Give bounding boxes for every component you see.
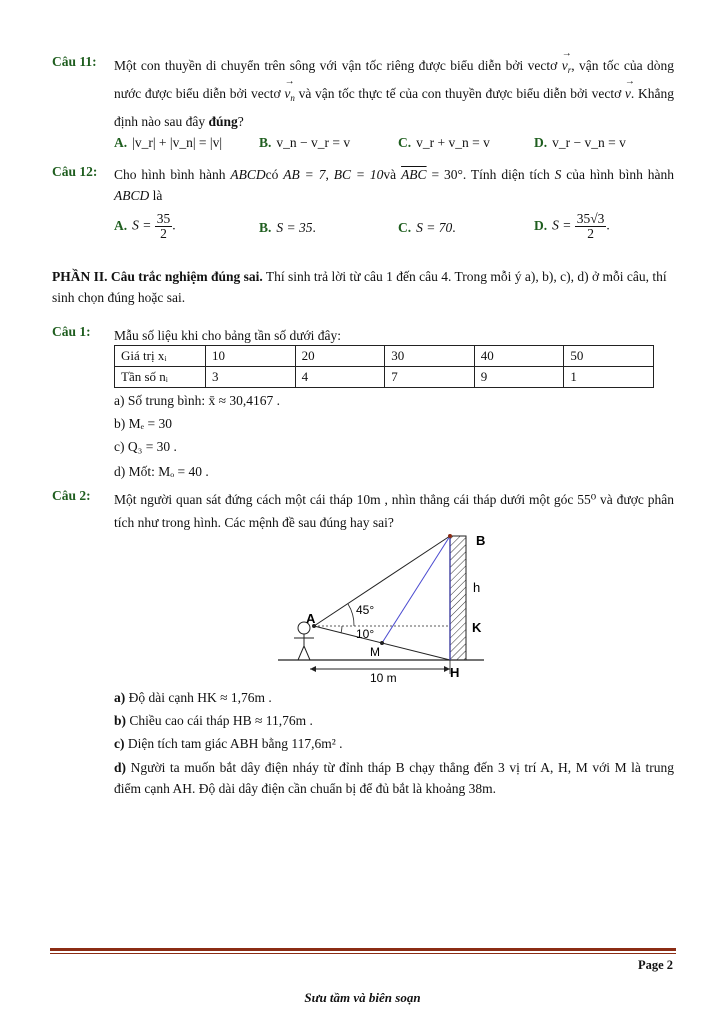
statement-a[interactable]: a) Số trung bình: x̄ ≈ 30,4167 . bbox=[114, 393, 281, 408]
tower bbox=[450, 536, 466, 660]
table-row bbox=[115, 346, 654, 367]
question-12 bbox=[52, 164, 674, 206]
tower-figure bbox=[270, 528, 490, 684]
table-cell: 20 bbox=[295, 346, 385, 367]
line-bm bbox=[382, 536, 450, 643]
table-cell: 4 bbox=[295, 367, 385, 388]
option-b[interactable]: B. v_n − v_r = v bbox=[259, 135, 351, 150]
question-text: Một người quan sát đứng cách một cái tháp 10m , nhìn thẳng cái tháp dưới một góc 55⁰ và được phân tích như trong hình. Các mệnh đề sau đúng hay sai? bbox=[114, 492, 674, 530]
table-cell: 9 bbox=[474, 367, 564, 388]
table-cell: 30 bbox=[385, 346, 475, 367]
question-label: Câu 12: bbox=[52, 164, 98, 179]
label-k: K bbox=[472, 620, 482, 635]
tf-question-1 bbox=[52, 324, 674, 347]
statement-d[interactable]: d) Mốt: Mₒ = 40 . bbox=[114, 464, 209, 479]
footer-rule-thin bbox=[50, 953, 676, 954]
part-2-heading bbox=[52, 266, 674, 308]
question-text: Cho hình bình hành ABCDcó AB = 7, BC = 10và $\overline{ABC} = 30^\circ$. Tính diện tích S của hình bình hành ABCD là bbox=[114, 167, 674, 203]
label-h-point: H bbox=[450, 665, 460, 680]
option-b[interactable]: B. S = 35. bbox=[259, 220, 316, 235]
question-label: Câu 1: bbox=[52, 324, 91, 339]
statement-b[interactable]: b) Mₑ = 30 bbox=[114, 416, 172, 431]
question-11 bbox=[52, 54, 674, 133]
part-2-instructions: Thí sinh trả lời từ câu 1 đến câu 4. Trong mỗi ý a), b), c), d) ở mỗi câu, thí sinh chọn đúng hoặc sai. bbox=[52, 269, 667, 305]
table-cell: 10 bbox=[206, 346, 296, 367]
angle-abc: $\overline{ABC}$ bbox=[401, 167, 427, 182]
statement-d[interactable]: d) Người ta muốn bắt dây điện nháy từ đỉnh tháp B chạy thẳng đến 3 vị trí A, H, M với M là trung điểm cạnh AH. Độ dài dây điện cần chuẩn bị để đủ bắt là khoảng 38m. bbox=[114, 760, 675, 796]
vector-v: → v bbox=[625, 82, 631, 105]
frequency-table bbox=[114, 345, 654, 388]
question-text: Mẫu số liệu khi cho bảng tần số dưới đây: bbox=[114, 328, 342, 343]
table-row-header: Giá trị xᵢ bbox=[115, 346, 206, 367]
statement-b[interactable]: b) Chiều cao cái tháp HB ≈ 11,76m . bbox=[114, 713, 313, 728]
label-a: A bbox=[306, 611, 316, 626]
option-c[interactable]: C. S = 70. bbox=[398, 220, 456, 235]
question-label: Câu 11: bbox=[52, 54, 97, 69]
table-cell: 40 bbox=[474, 346, 564, 367]
option-a[interactable]: A. |v_r| + |v_n| = |v| bbox=[114, 135, 223, 150]
option-c[interactable]: C. v_r + v_n = v bbox=[398, 135, 490, 150]
table-cell: 3 bbox=[206, 367, 296, 388]
statement-a[interactable]: a) Độ dài cạnh HK ≈ 1,76m . bbox=[114, 690, 272, 705]
question-label: Câu 2: bbox=[52, 488, 91, 503]
question-text: Một con thuyền di chuyển trên sông với vận tốc riêng được biểu diễn bởi vectơ → $v_r$, vận tốc của dòng nước được biểu diễn bởi vectơ → $v_n$ và vận tốc thực tế của con thuyền được biểu diễn bởi vectơ → v. Khẳng định nào sau đây đúng? bbox=[114, 54, 674, 133]
option-expr: v_r + v_n = v bbox=[416, 135, 490, 150]
vector-vr: → $v_r$ bbox=[562, 54, 572, 82]
page-number: Page 2 bbox=[637, 958, 673, 972]
label-distance: 10 m bbox=[370, 671, 397, 684]
label-angle-45: 45° bbox=[356, 603, 375, 617]
option-expr: |v_r| + |v_n| = |v| bbox=[132, 135, 223, 150]
option-d[interactable]: D. S = $\frac{35√3}{2}$ . bbox=[534, 211, 610, 241]
table-row-header: Tần số nᵢ bbox=[115, 367, 206, 388]
footer-caption: Sưu tầm và biên soạn bbox=[304, 990, 421, 1005]
label-b: B bbox=[476, 533, 486, 548]
part-2-title: PHẦN II. Câu trắc nghiệm đúng sai. bbox=[52, 269, 263, 284]
table-cell: 1 bbox=[564, 367, 654, 388]
fraction: $\frac{35√3}{2}$ bbox=[576, 211, 605, 241]
table-cell: 7 bbox=[385, 367, 475, 388]
option-d[interactable]: D. v_r − v_n = v bbox=[534, 135, 626, 150]
statement-c[interactable]: c) Q₃ = 30 . bbox=[114, 439, 177, 454]
label-angle-10: 10° bbox=[356, 627, 375, 641]
option-expr: v_r − v_n = v bbox=[552, 135, 626, 150]
label-h-height: h bbox=[473, 580, 481, 595]
footer-rule bbox=[50, 948, 676, 951]
statement-c[interactable]: c) Diện tích tam giác ABH bằng 117,6m² . bbox=[114, 736, 343, 751]
label-m: M bbox=[370, 645, 380, 659]
option-expr: v_n − v_r = v bbox=[276, 135, 351, 150]
table-row bbox=[115, 367, 654, 388]
table-cell: 50 bbox=[564, 346, 654, 367]
vector-vn: → $v_n$ bbox=[284, 82, 295, 110]
fraction: $\frac{35}{2}$ bbox=[156, 211, 171, 241]
line-ab bbox=[314, 536, 450, 626]
option-a[interactable]: A. S = $\frac{35}{2}$ . bbox=[114, 211, 176, 241]
